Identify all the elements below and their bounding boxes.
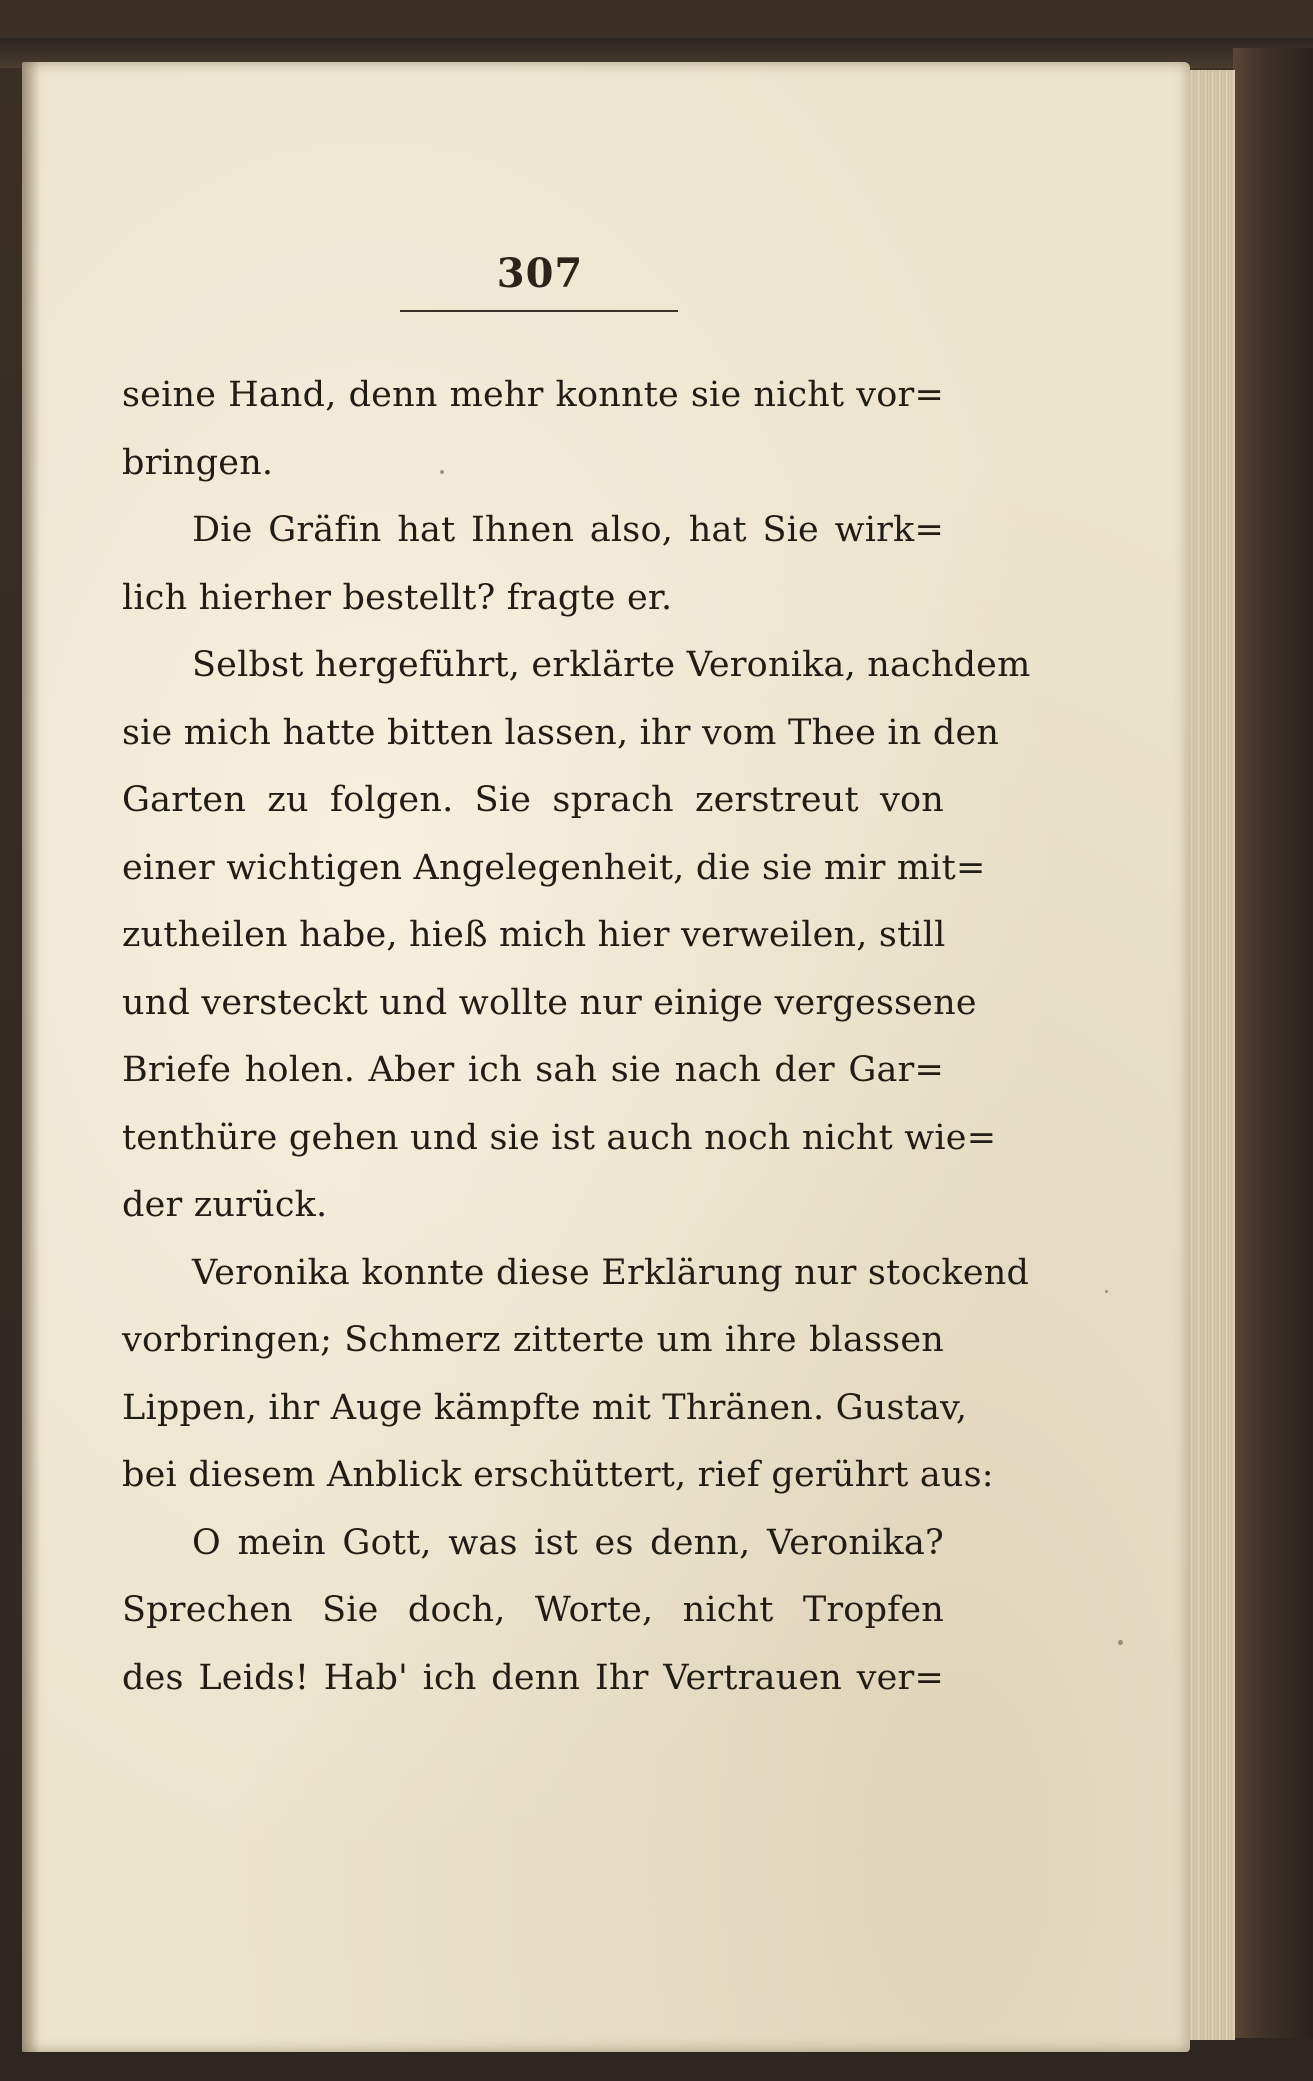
text-line: lich hierher bestellt? fragte er.	[122, 577, 673, 618]
text-line: Veronika konnte diese Erklärung nur stockend	[192, 1252, 1030, 1293]
header-rule	[400, 310, 678, 312]
body-text	[122, 362, 1031, 1712]
text-line: einer wichtigen Angelegenheit, die sie mir mit=	[122, 847, 986, 888]
text-line: vorbringen; Schmerz zitterte um ihre blassen	[122, 1320, 944, 1360]
text-line: bringen.	[122, 442, 274, 483]
gutter-shadow	[22, 62, 40, 2052]
text-line: Sprechen Sie doch, Worte, nicht Tropfen	[122, 1590, 944, 1630]
text-line: und versteckt und wollte nur einige vergessene	[122, 982, 977, 1023]
text-line: des Leids! Hab' ich denn Ihr Vertrauen ver=	[122, 1657, 944, 1698]
text-line: tenthüre gehen und sie ist auch noch nicht wie=	[122, 1117, 997, 1158]
page-number: 307	[496, 250, 584, 297]
text-line: Selbst hergeführt, erklärte Veronika, nachdem	[192, 645, 1031, 685]
text-line: sie mich hatte bitten lassen, ihr vom Thee in den	[122, 712, 1000, 753]
text-line: Garten zu folgen. Sie sprach zerstreut von	[122, 780, 944, 820]
text-line: zutheilen habe, hieß mich hier verweilen, still	[122, 915, 946, 955]
text-line: Lippen, ihr Auge kämpfte mit Thränen. Gustav,	[122, 1387, 968, 1428]
text-line: O mein Gott, was ist es denn, Veronika?	[192, 1522, 944, 1563]
paper-speck	[1105, 1290, 1108, 1293]
text-line: Briefe holen. Aber ich sah sie nach der Gar=	[122, 1050, 944, 1090]
text-line: bei diesem Anblick erschüttert, rief gerührt aus:	[122, 1455, 994, 1495]
book-cover-board	[1233, 48, 1313, 2038]
text-line: seine Hand, denn mehr konnte sie nicht vor=	[122, 375, 944, 415]
paper-speck	[440, 470, 444, 474]
text-line: der zurück.	[122, 1185, 328, 1225]
paper-speck	[1118, 1640, 1123, 1645]
text-line: Die Gräfin hat Ihnen also, hat Sie wirk=	[192, 510, 944, 550]
